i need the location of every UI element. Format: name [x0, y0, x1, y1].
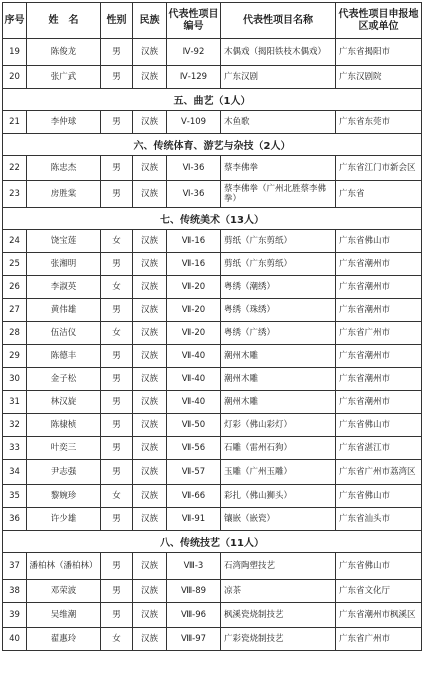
cell-name: 黎婉珍 — [27, 485, 101, 508]
cell-ethnicity: 汉族 — [133, 460, 167, 485]
cell-ethnicity: 汉族 — [133, 414, 167, 437]
cell-region: 广东省东莞市 — [336, 111, 422, 134]
cell-project: 广东汉剧 — [221, 66, 336, 89]
cell-code: Ⅶ-16 — [167, 253, 221, 276]
heritage-inheritors-table — [2, 2, 422, 651]
cell-seq: 29 — [3, 345, 27, 368]
cell-project: 粤绣（珠绣） — [221, 299, 336, 322]
cell-name: 陈忠杰 — [27, 156, 101, 181]
table-row — [3, 628, 422, 651]
cell-gender: 女 — [101, 276, 133, 299]
cell-name: 许少雄 — [27, 508, 101, 531]
cell-code: Ⅶ-57 — [167, 460, 221, 485]
cell-seq: 23 — [3, 181, 27, 208]
cell-gender: 女 — [101, 485, 133, 508]
cell-gender: 女 — [101, 230, 133, 253]
cell-name: 黄伟雄 — [27, 299, 101, 322]
cell-name: 尹志强 — [27, 460, 101, 485]
cell-gender: 男 — [101, 156, 133, 181]
cell-code: Ⅶ-40 — [167, 391, 221, 414]
cell-name: 叶奕三 — [27, 437, 101, 460]
table-row — [3, 253, 422, 276]
cell-region: 广东省揭阳市 — [336, 39, 422, 66]
table-row — [3, 230, 422, 253]
cell-project: 镶嵌（嵌瓷） — [221, 508, 336, 531]
cell-gender: 男 — [101, 253, 133, 276]
cell-gender: 男 — [101, 553, 133, 580]
cell-name: 饶宝莲 — [27, 230, 101, 253]
cell-project: 潮州木雕 — [221, 368, 336, 391]
cell-ethnicity: 汉族 — [133, 437, 167, 460]
cell-name: 张广武 — [27, 66, 101, 89]
cell-seq: 33 — [3, 437, 27, 460]
cell-gender: 男 — [101, 66, 133, 89]
table-row — [3, 553, 422, 580]
cell-code: Ⅶ-20 — [167, 276, 221, 299]
cell-ethnicity: 汉族 — [133, 230, 167, 253]
cell-code: Ⅷ-3 — [167, 553, 221, 580]
cell-ethnicity: 汉族 — [133, 156, 167, 181]
cell-gender: 男 — [101, 39, 133, 66]
table-row — [3, 345, 422, 368]
section-row — [3, 134, 422, 156]
cell-seq: 34 — [3, 460, 27, 485]
cell-gender: 男 — [101, 508, 133, 531]
cell-name: 邓荣波 — [27, 580, 101, 603]
cell-seq: 22 — [3, 156, 27, 181]
cell-project: 广彩瓷烧制技艺 — [221, 628, 336, 651]
cell-seq: 21 — [3, 111, 27, 134]
section-row — [3, 208, 422, 230]
cell-name: 陈德丰 — [27, 345, 101, 368]
cell-region: 广东省佛山市 — [336, 414, 422, 437]
cell-project: 潮州木雕 — [221, 391, 336, 414]
table-row — [3, 603, 422, 628]
table-row — [3, 111, 422, 134]
header-gender: 性别 — [101, 3, 133, 39]
cell-project: 蔡李佛拳 — [221, 156, 336, 181]
cell-name: 吴维潮 — [27, 603, 101, 628]
cell-gender: 女 — [101, 322, 133, 345]
cell-ethnicity: 汉族 — [133, 368, 167, 391]
cell-region: 广东省潮州市 — [336, 391, 422, 414]
table-row — [3, 391, 422, 414]
cell-seq: 20 — [3, 66, 27, 89]
cell-seq: 30 — [3, 368, 27, 391]
cell-seq: 39 — [3, 603, 27, 628]
cell-code: Ⅷ-97 — [167, 628, 221, 651]
header-seq: 序号 — [3, 3, 27, 39]
cell-region: 广东汉剧院 — [336, 66, 422, 89]
cell-ethnicity: 汉族 — [133, 345, 167, 368]
cell-project: 木偶戏（揭阳铁枝木偶戏） — [221, 39, 336, 66]
cell-gender: 男 — [101, 345, 133, 368]
section-title: 七、传统美术（13人） — [3, 208, 422, 230]
cell-seq: 35 — [3, 485, 27, 508]
cell-project: 潮州木雕 — [221, 345, 336, 368]
cell-name: 李淑英 — [27, 276, 101, 299]
section-title: 八、传统技艺（11人） — [3, 531, 422, 553]
cell-name: 李仲球 — [27, 111, 101, 134]
cell-code: Ⅶ-56 — [167, 437, 221, 460]
cell-region: 广东省佛山市 — [336, 230, 422, 253]
cell-ethnicity: 汉族 — [133, 276, 167, 299]
cell-seq: 24 — [3, 230, 27, 253]
cell-region: 广东省广州市荔湾区 — [336, 460, 422, 485]
table-header — [3, 3, 422, 39]
cell-ethnicity: 汉族 — [133, 253, 167, 276]
cell-code: Ⅶ-66 — [167, 485, 221, 508]
cell-project: 剪纸（广东剪纸） — [221, 253, 336, 276]
cell-gender: 男 — [101, 111, 133, 134]
cell-region: 广东省潮州市 — [336, 368, 422, 391]
table-row — [3, 299, 422, 322]
table-row — [3, 66, 422, 89]
cell-name: 潘柏林（潘柏林） — [27, 553, 101, 580]
cell-name: 翟惠玲 — [27, 628, 101, 651]
cell-region: 广东省文化厅 — [336, 580, 422, 603]
cell-region: 广东省潮州市 — [336, 345, 422, 368]
cell-ethnicity: 汉族 — [133, 111, 167, 134]
cell-code: Ⅵ-36 — [167, 156, 221, 181]
cell-project: 石雕（雷州石狗） — [221, 437, 336, 460]
cell-name: 陈俊龙 — [27, 39, 101, 66]
table-row — [3, 437, 422, 460]
cell-project: 灯彩（佛山彩灯） — [221, 414, 336, 437]
table-row — [3, 508, 422, 531]
cell-region: 广东省江门市新会区 — [336, 156, 422, 181]
header-ethnicity: 民族 — [133, 3, 167, 39]
cell-code: Ⅷ-96 — [167, 603, 221, 628]
cell-code: Ⅴ-109 — [167, 111, 221, 134]
cell-code: Ⅶ-91 — [167, 508, 221, 531]
header-name: 姓 名 — [27, 3, 101, 39]
cell-gender: 男 — [101, 414, 133, 437]
header-code: 代表性项目编号 — [167, 3, 221, 39]
cell-gender: 男 — [101, 181, 133, 208]
table-row — [3, 580, 422, 603]
cell-region: 广东省潮州市 — [336, 253, 422, 276]
section-row — [3, 531, 422, 553]
cell-code: Ⅳ-129 — [167, 66, 221, 89]
cell-ethnicity: 汉族 — [133, 299, 167, 322]
cell-code: Ⅶ-40 — [167, 368, 221, 391]
cell-gender: 男 — [101, 460, 133, 485]
cell-region: 广东省汕头市 — [336, 508, 422, 531]
cell-gender: 男 — [101, 299, 133, 322]
cell-name: 陈棣桢 — [27, 414, 101, 437]
cell-seq: 31 — [3, 391, 27, 414]
cell-seq: 26 — [3, 276, 27, 299]
cell-project: 枫溪瓷烧制技艺 — [221, 603, 336, 628]
cell-code: Ⅶ-40 — [167, 345, 221, 368]
cell-gender: 女 — [101, 628, 133, 651]
section-row — [3, 89, 422, 111]
cell-seq: 27 — [3, 299, 27, 322]
cell-region: 广东省潮州市枫溪区 — [336, 603, 422, 628]
cell-project: 粤绣（广绣） — [221, 322, 336, 345]
cell-code: Ⅳ-92 — [167, 39, 221, 66]
cell-code: Ⅵ-36 — [167, 181, 221, 208]
cell-project: 蔡李佛拳（广州北胜蔡李佛拳） — [221, 181, 336, 208]
cell-ethnicity: 汉族 — [133, 603, 167, 628]
cell-region: 广东省佛山市 — [336, 553, 422, 580]
cell-project: 玉雕（广州玉雕） — [221, 460, 336, 485]
header-project: 代表性项目名称 — [221, 3, 336, 39]
cell-seq: 32 — [3, 414, 27, 437]
table-row — [3, 156, 422, 181]
cell-project: 彩扎（佛山狮头） — [221, 485, 336, 508]
cell-name: 房胜棠 — [27, 181, 101, 208]
cell-code: Ⅷ-89 — [167, 580, 221, 603]
cell-seq: 40 — [3, 628, 27, 651]
table-row — [3, 414, 422, 437]
table-row — [3, 276, 422, 299]
table-row — [3, 181, 422, 208]
cell-seq: 37 — [3, 553, 27, 580]
section-title: 六、传统体育、游艺与杂技（2人） — [3, 134, 422, 156]
cell-project: 剪纸（广东剪纸） — [221, 230, 336, 253]
cell-project: 粤绣（潮绣） — [221, 276, 336, 299]
cell-code: Ⅶ-50 — [167, 414, 221, 437]
cell-region: 广东省潮州市 — [336, 276, 422, 299]
cell-ethnicity: 汉族 — [133, 66, 167, 89]
cell-seq: 28 — [3, 322, 27, 345]
cell-project: 凉茶 — [221, 580, 336, 603]
cell-project: 石湾陶塑技艺 — [221, 553, 336, 580]
cell-ethnicity: 汉族 — [133, 580, 167, 603]
cell-ethnicity: 汉族 — [133, 181, 167, 208]
section-title: 五、曲艺（1人） — [3, 89, 422, 111]
cell-gender: 男 — [101, 368, 133, 391]
cell-code: Ⅶ-16 — [167, 230, 221, 253]
cell-code: Ⅶ-20 — [167, 322, 221, 345]
cell-region: 广东省 — [336, 181, 422, 208]
cell-gender: 男 — [101, 603, 133, 628]
cell-ethnicity: 汉族 — [133, 628, 167, 651]
cell-ethnicity: 汉族 — [133, 39, 167, 66]
cell-region: 广东省湛江市 — [336, 437, 422, 460]
cell-seq: 25 — [3, 253, 27, 276]
cell-ethnicity: 汉族 — [133, 391, 167, 414]
cell-name: 张湘明 — [27, 253, 101, 276]
cell-seq: 19 — [3, 39, 27, 66]
cell-gender: 男 — [101, 437, 133, 460]
table-row — [3, 322, 422, 345]
cell-gender: 男 — [101, 391, 133, 414]
cell-region: 广东省广州市 — [336, 322, 422, 345]
cell-seq: 38 — [3, 580, 27, 603]
cell-name: 林汉旋 — [27, 391, 101, 414]
cell-ethnicity: 汉族 — [133, 553, 167, 580]
cell-ethnicity: 汉族 — [133, 322, 167, 345]
cell-project: 木鱼歌 — [221, 111, 336, 134]
cell-region: 广东省广州市 — [336, 628, 422, 651]
table-row — [3, 460, 422, 485]
cell-region: 广东省潮州市 — [336, 299, 422, 322]
cell-code: Ⅶ-20 — [167, 299, 221, 322]
header-region: 代表性项目申报地区或单位 — [336, 3, 422, 39]
table-row — [3, 39, 422, 66]
table-row — [3, 368, 422, 391]
cell-name: 伍洁仪 — [27, 322, 101, 345]
cell-region: 广东省佛山市 — [336, 485, 422, 508]
cell-ethnicity: 汉族 — [133, 508, 167, 531]
cell-name: 金子松 — [27, 368, 101, 391]
cell-seq: 36 — [3, 508, 27, 531]
cell-gender: 男 — [101, 580, 133, 603]
table-row — [3, 485, 422, 508]
cell-ethnicity: 汉族 — [133, 485, 167, 508]
